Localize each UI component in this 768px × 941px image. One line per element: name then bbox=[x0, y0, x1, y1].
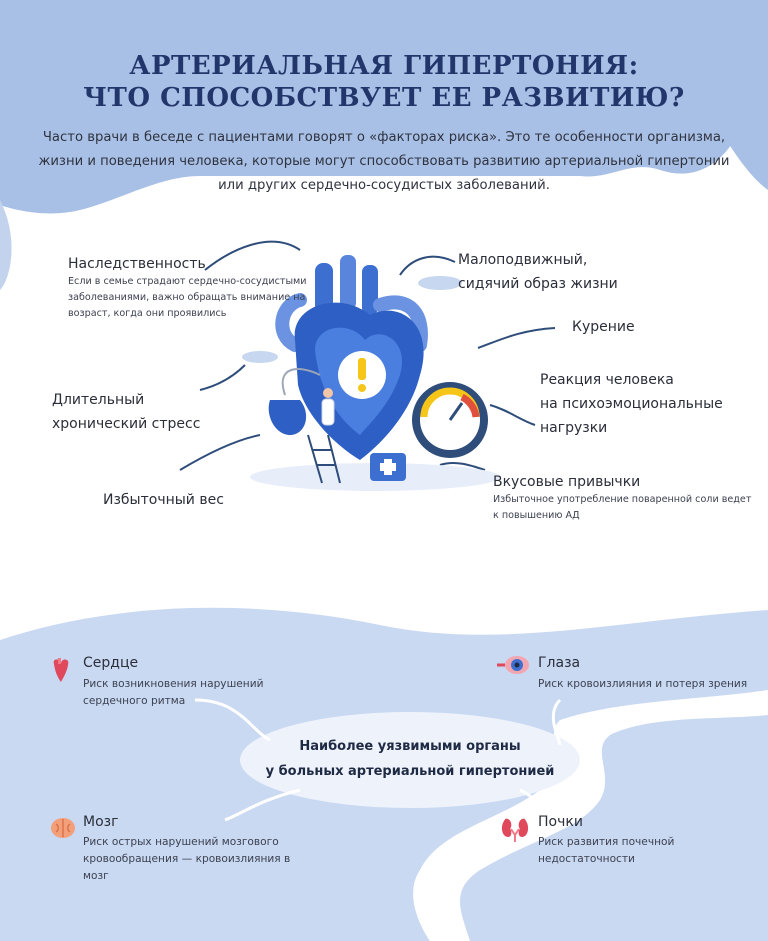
organ-kidneys-desc bbox=[538, 834, 674, 868]
title-line-2: ЧТО СПОСОБСТВУЕТ ЕЕ РАЗВИТИЮ? bbox=[83, 83, 685, 113]
organ-heart-desc bbox=[83, 676, 263, 710]
factor-line: хронический стресс bbox=[52, 416, 201, 432]
intro-line: жизни и поведения человека, которые могут способствовать развитию артериальной гипертонии bbox=[38, 154, 730, 169]
desc-line: Риск острых нарушений мозгового bbox=[83, 836, 279, 848]
organ-heart-title: Сердце bbox=[83, 655, 139, 671]
organ-eyes-title: Глаза bbox=[538, 655, 581, 671]
organ-eyes-desc bbox=[538, 676, 747, 693]
factor-line: сидячий образ жизни bbox=[458, 276, 618, 292]
desc-line: Риск развития почечной bbox=[538, 836, 675, 848]
desc-line: Избыточное употребление поваренной соли ведет bbox=[493, 494, 752, 505]
intro-text bbox=[30, 126, 738, 198]
factor-line: Малоподвижный, bbox=[458, 252, 588, 268]
intro-line: Часто врачи в беседе с пациентами говорят о «факторах риска». Это те особенности организма, bbox=[42, 130, 726, 145]
page-title bbox=[0, 50, 768, 114]
factor-heredity-title: Наследственность bbox=[68, 256, 206, 272]
desc-line: кровообращения — кровоизлияния в bbox=[83, 853, 291, 865]
center-line: Наиболее уязвимыми органы bbox=[299, 739, 521, 754]
factor-sedentary bbox=[458, 248, 618, 296]
factor-heredity-desc bbox=[68, 274, 307, 322]
factor-diet-desc bbox=[493, 492, 751, 524]
factor-line: Реакция человека bbox=[540, 372, 674, 388]
factor-line: Длительный bbox=[52, 392, 145, 408]
factor-stress bbox=[52, 388, 200, 436]
title-line-1: АРТЕРИАЛЬНАЯ ГИПЕРТОНИЯ: bbox=[129, 51, 639, 81]
desc-line: Если в семье страдают сердечно-сосудистыми bbox=[68, 276, 307, 287]
center-line: у больных артериальной гипертонией bbox=[265, 764, 555, 779]
desc-line: мозг bbox=[83, 870, 109, 882]
desc-line: Риск кровоизлияния и потеря зрения bbox=[538, 678, 748, 690]
factor-line: на психоэмоциональные bbox=[540, 396, 723, 412]
desc-line: Риск возникновения нарушений bbox=[83, 678, 264, 690]
desc-line: заболеваниями, важно обращать внимание на bbox=[68, 292, 306, 303]
desc-line: сердечного ритма bbox=[83, 695, 186, 707]
organs-center-label bbox=[250, 734, 570, 784]
desc-line: недостаточности bbox=[538, 853, 635, 865]
factor-reaction bbox=[540, 368, 723, 440]
kidneys-icon bbox=[500, 815, 530, 843]
factor-smoking: Курение bbox=[572, 319, 635, 335]
brain-icon bbox=[50, 816, 76, 840]
organ-kidneys-title: Почки bbox=[538, 814, 583, 830]
desc-line: возраст, когда они проявились bbox=[68, 308, 227, 319]
desc-line: к повышению АД bbox=[493, 510, 580, 521]
intro-line: или других сердечно-сосудистых заболеваний. bbox=[218, 178, 550, 193]
heart-organ-icon bbox=[50, 656, 72, 686]
organ-brain-desc bbox=[83, 834, 290, 885]
organ-brain-title: Мозг bbox=[83, 814, 119, 830]
factor-line: нагрузки bbox=[540, 420, 608, 436]
factor-diet-title: Вкусовые привычки bbox=[493, 474, 641, 490]
eye-icon bbox=[497, 654, 531, 676]
factor-weight: Избыточный вес bbox=[103, 492, 224, 508]
